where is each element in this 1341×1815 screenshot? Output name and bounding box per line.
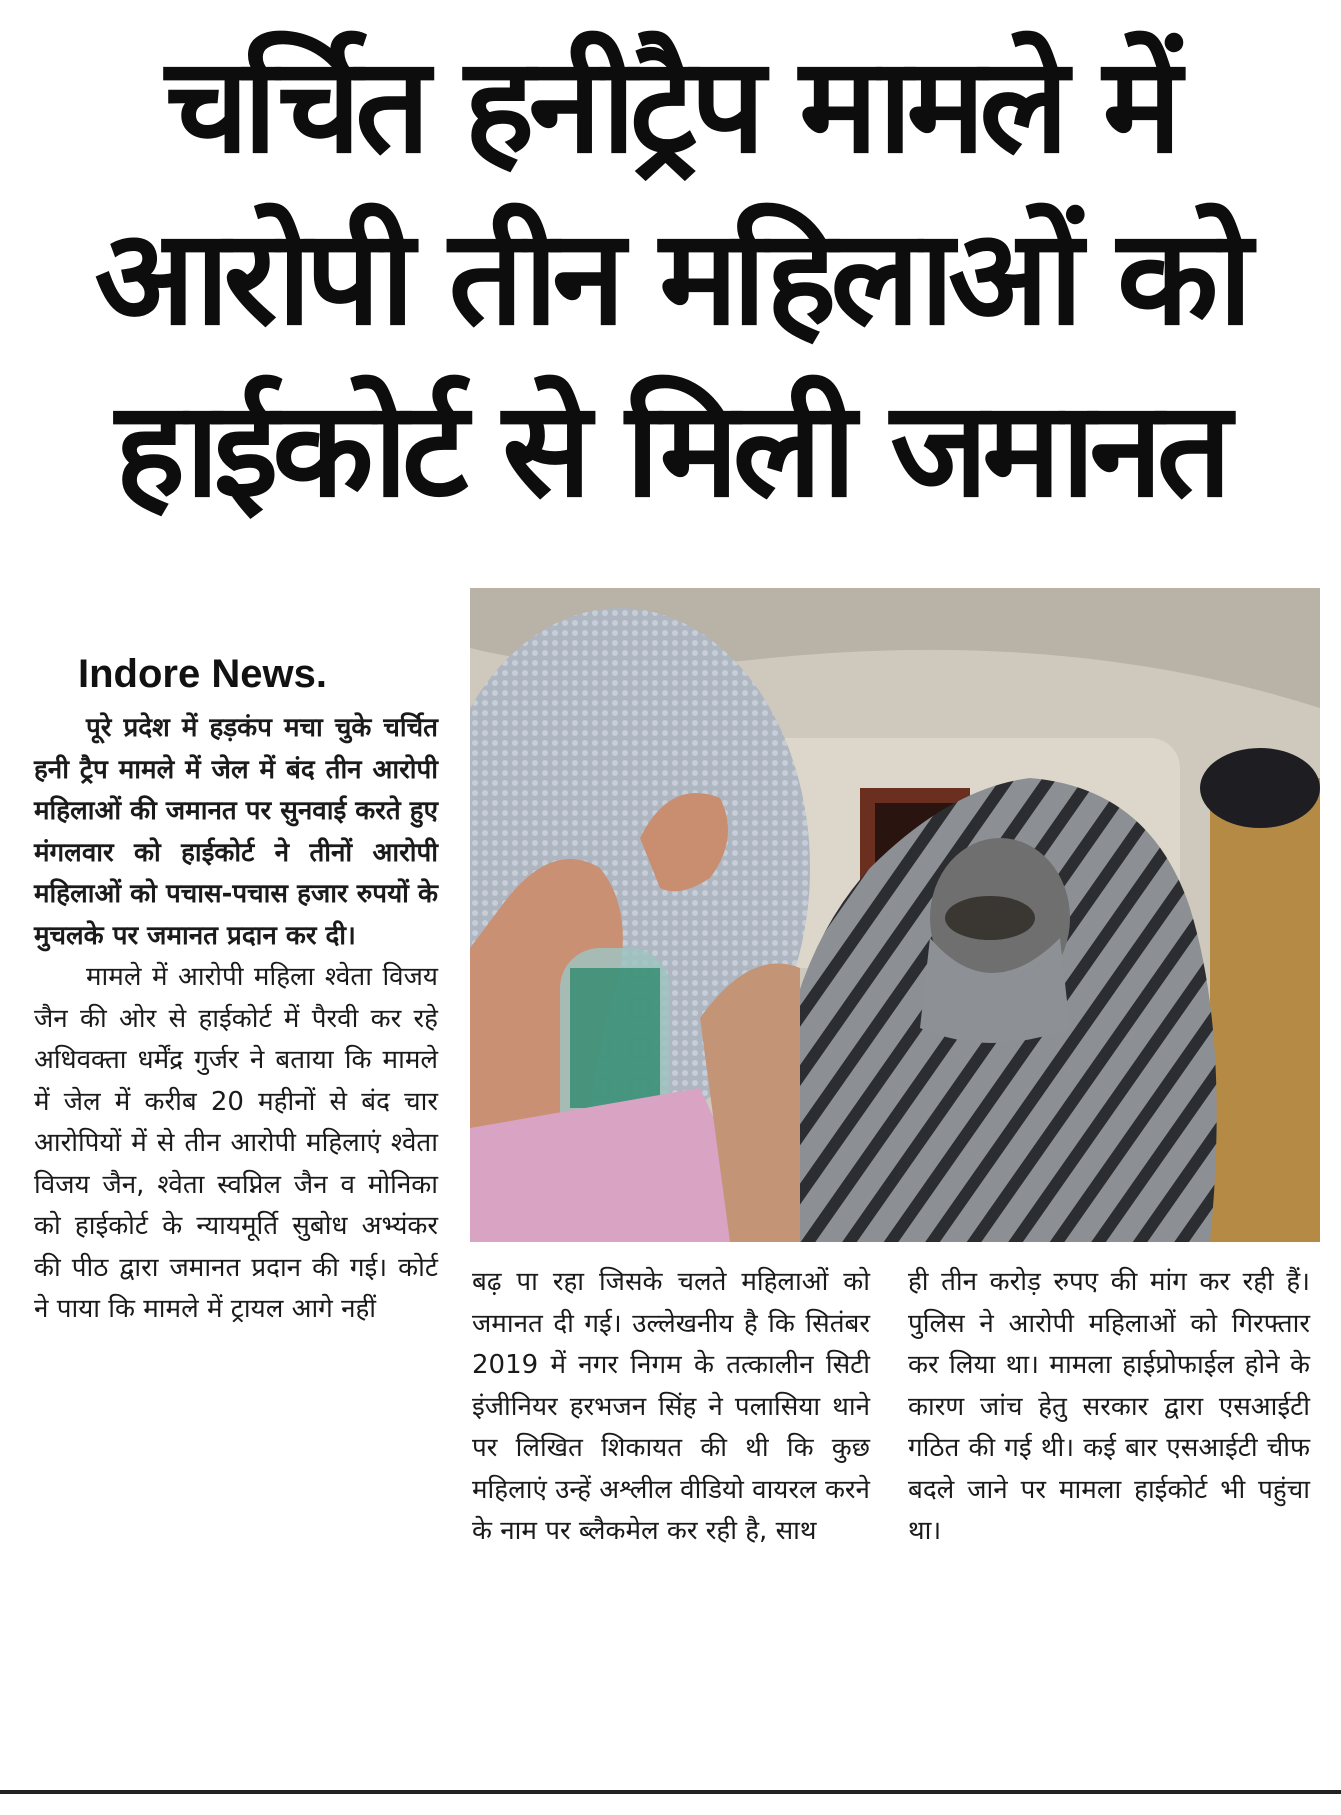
news-photo-illustration	[470, 588, 1320, 1242]
headline	[0, 20, 1341, 536]
bottom-rule	[0, 1790, 1341, 1794]
body-paragraph-1: मामले में आरोपी महिला श्वेता विजय जैन की ओर से हाईकोर्ट में पैरवी कर रहे अधिवक्ता धर्मेंद्र गुर्जर ने बताया कि मामले में जेल में करीब 20 महीनों से बंद चार आरोपियों में से तीन आरोपी महिलाएं श्वेता विजय जैन, श्वेता स्वप्निल जैन व मोनिका को हाईकोर्ट के न्यायमूर्ति सुबोध अभ्यंकर की पीठ द्वारा जमानत प्रदान की गई। कोर्ट ने पाया कि मामले में ट्रायल आगे नहीं	[34, 962, 438, 1324]
dateline: Indore News.	[78, 652, 327, 696]
headline-line-1: चर्चित हनीट्रैप मामले में	[165, 29, 1176, 183]
news-photo	[470, 588, 1320, 1242]
lead-paragraph: पूरे प्रदेश में हड़कंप मचा चुके चर्चित हनी ट्रैप मामले में जेल में बंद तीन आरोपी महिलाओं की जमानत पर सुनवाई करते हुए मंगलवार को हाईकोर्ट ने तीनों आरोपी महिलाओं को पचास-पचास हजार रुपयों के मुचलके पर जमानत प्रदान कर दी।	[34, 713, 438, 951]
article-column-3	[908, 1262, 1310, 1553]
body-paragraph-2: बढ़ पा रहा जिसके चलते महिलाओं को जमानत दी गई। उल्लेखनीय है कि सितंबर 2019 में नगर निगम के तत्कालीन सिटी इंजीनियर हरभजन सिंह ने पलासिया थाने पर लिखित शिकायत की थी कि कुछ महिलाएं उन्हें अश्लील वीडियो वायरल करने के नाम पर ब्लैकमेल कर रही है, साथ	[472, 1267, 870, 1546]
article-column-1	[34, 648, 438, 1331]
headline-line-3: हाईकोर्ट से मिली जमानत	[115, 373, 1226, 527]
body-paragraph-3: ही तीन करोड़ रुपए की मांग कर रही हैं। पुलिस ने आरोपी महिलाओं को गिरफ्तार कर लिया था। मामला हाईप्रोफाईल होने के कारण जांच हेतु सरकार द्वारा एसआईटी गठित की गई थी। कई बार एसआईटी चीफ बदले जाने पर मामला हाईकोर्ट भी पहुंचा था।	[908, 1267, 1310, 1546]
headline-line-2: आरोपी तीन महिलाओं को	[94, 201, 1247, 355]
article-column-2	[472, 1262, 870, 1553]
